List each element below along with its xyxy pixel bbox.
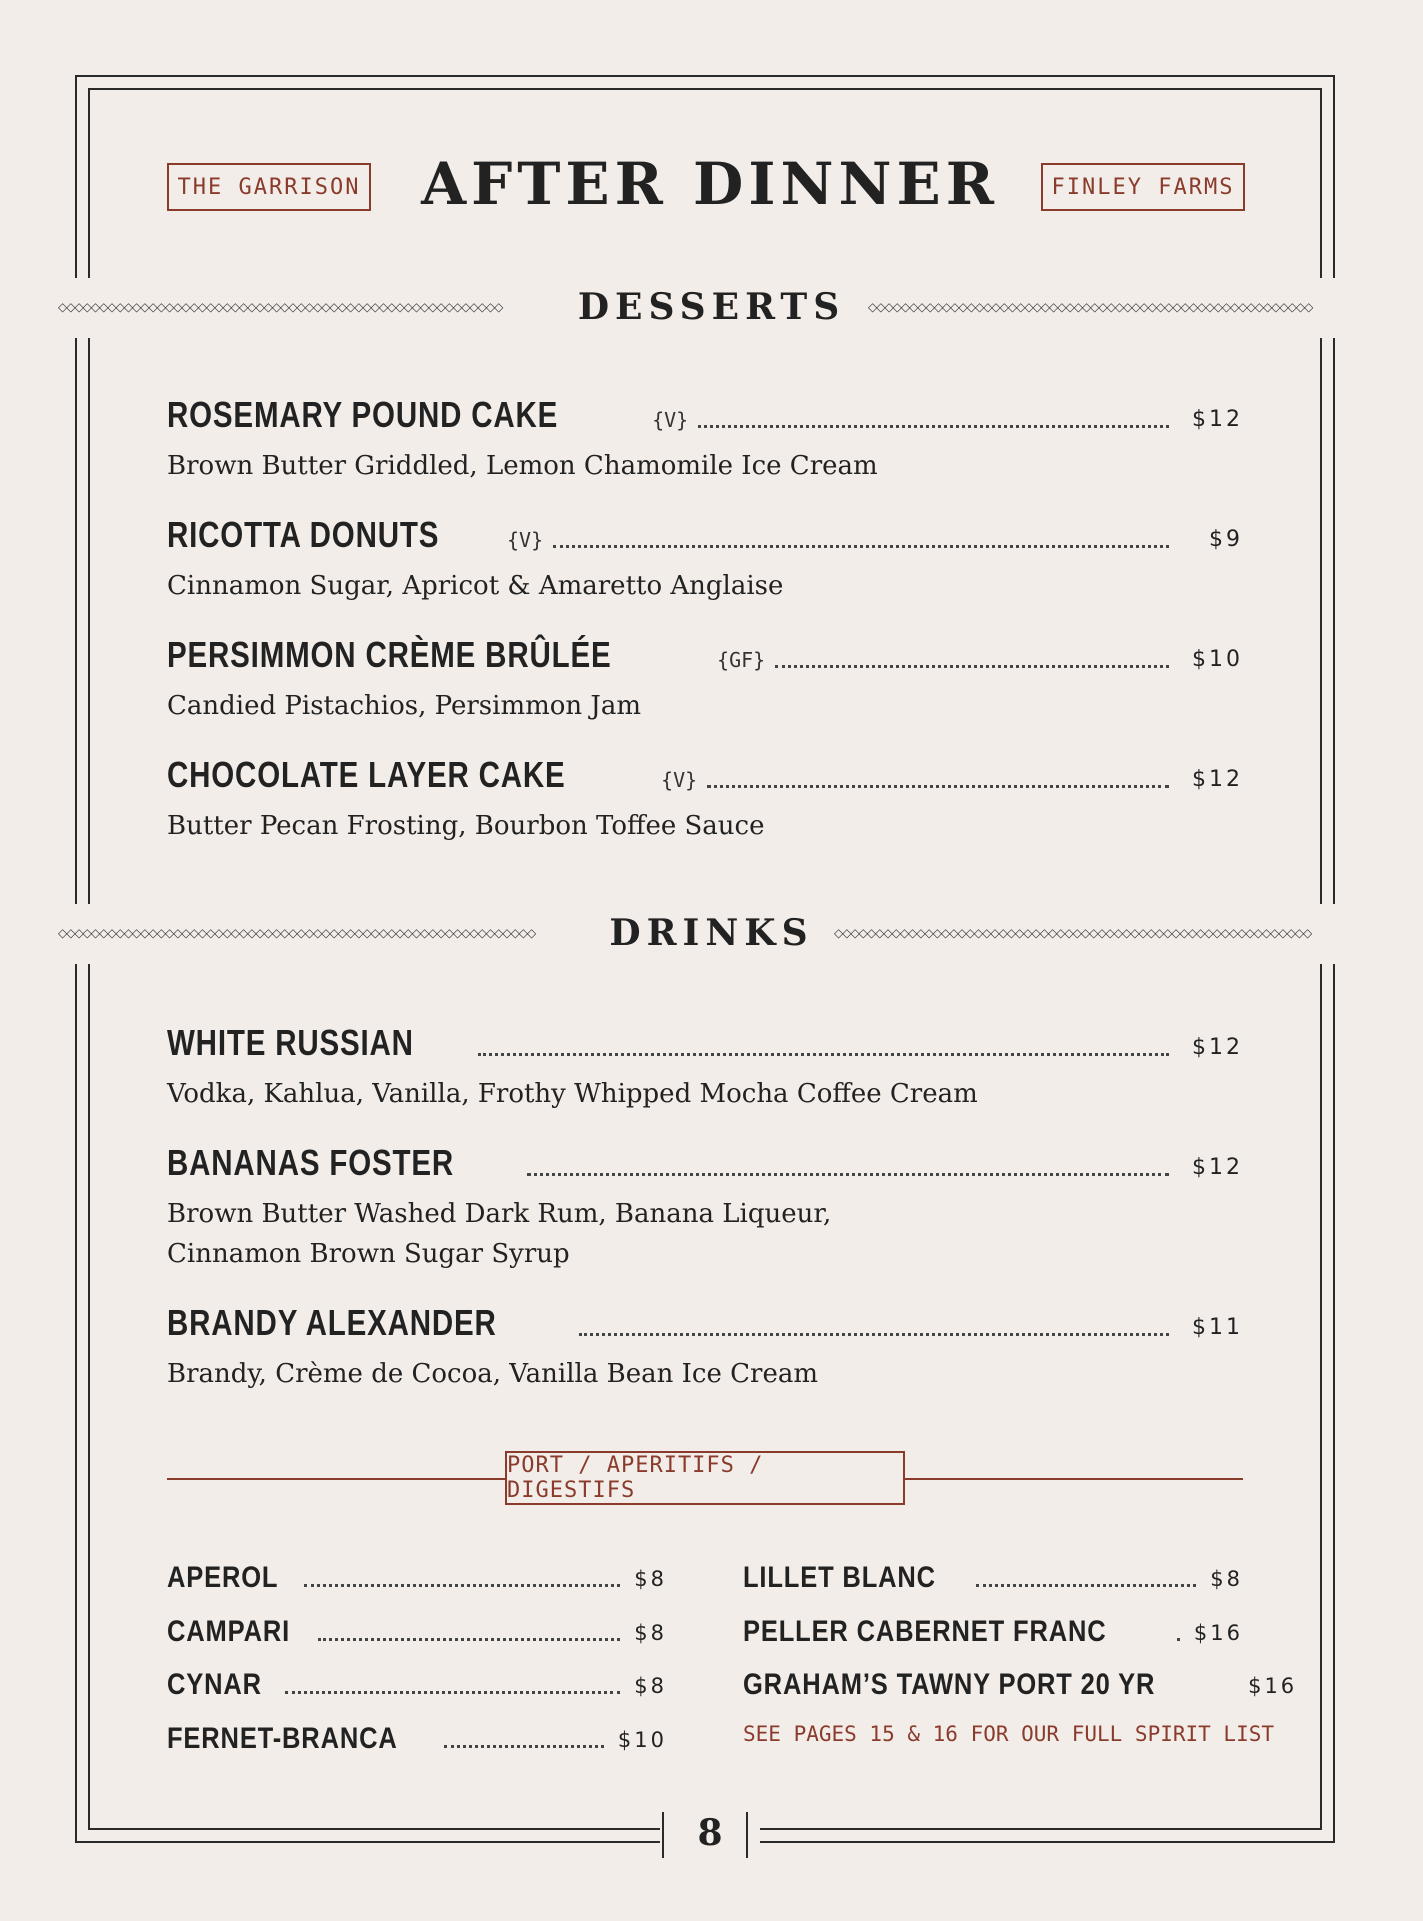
item-name: RICOTTA DONUTS <box>167 514 440 555</box>
spirit-price: $8 <box>634 1674 667 1698</box>
item-description: Brown Butter Griddled, Lemon Chamomile Ice Cream <box>167 451 878 481</box>
item-price: $12 <box>1192 1155 1243 1180</box>
spirit-item <box>743 1555 1243 1595</box>
spirit-price: $10 <box>617 1728 667 1752</box>
item-description: Brandy, Crème de Cocoa, Vanilla Bean Ice Cream <box>167 1359 818 1389</box>
dot-leader <box>1177 1638 1180 1641</box>
spirit-item <box>167 1662 667 1702</box>
spirit-price: $8 <box>1210 1567 1243 1591</box>
dot-leader <box>527 1172 1169 1176</box>
spirit-item <box>743 1662 1298 1702</box>
item-description: Cinnamon Sugar, Apricot & Amaretto Anglaise <box>167 571 784 601</box>
dietary-tag: {V} <box>652 408 689 432</box>
item-name: ROSEMARY POUND CAKE <box>167 394 559 435</box>
item-description <box>167 1194 1243 1274</box>
port-heading: PORT / APERITIFS / DIGESTIFS <box>505 1451 905 1505</box>
dot-leader <box>318 1638 620 1641</box>
item-name: BRANDY ALEXANDER <box>167 1302 497 1343</box>
item-price: $10 <box>1192 647 1243 672</box>
dietary-tag: {V} <box>506 528 544 552</box>
dietary-tag: {GF} <box>717 648 766 672</box>
dot-leader <box>707 784 1169 788</box>
desserts-heading: DESSERTS <box>577 286 846 328</box>
spirit-name: APEROL <box>167 1561 279 1594</box>
item-description: Candied Pistachios, Persimmon Jam <box>167 691 641 721</box>
item-description-line: Cinnamon Brown Sugar Syrup <box>167 1239 570 1269</box>
page-number: 8 <box>697 1812 723 1854</box>
spirit-item <box>743 1609 1243 1649</box>
item-name: WHITE RUSSIAN <box>167 1022 414 1063</box>
spirit-name: PELLER CABERNET FRANC <box>743 1615 1107 1648</box>
dot-leader <box>775 664 1169 668</box>
spirit-price: $16 <box>1248 1674 1298 1698</box>
spirit-price: $8 <box>634 1567 667 1591</box>
menu-item <box>167 392 1243 486</box>
spirit-name: GRAHAM’S TAWNY PORT 20 YR <box>743 1668 1156 1701</box>
item-name: BANANAS FOSTER <box>167 1142 455 1183</box>
zigzag-ornament-right: ◇◇◇◇◇◇◇◇◇◇◇◇◇◇◇◇◇◇◇◇◇◇◇◇◇◇◇◇◇◇◇◇◇◇◇◇◇◇◇◇◇◇◇◇◇◇◇◇◇◇◇◇◇◇ <box>868 300 1313 314</box>
zigzag-ornament-right: ◇◇◇◇◇◇◇◇◇◇◇◇◇◇◇◇◇◇◇◇◇◇◇◇◇◇◇◇◇◇◇◇◇◇◇◇◇◇◇◇◇◇◇◇◇◇◇◇◇◇◇◇◇◇◇◇◇◇ <box>834 926 1312 940</box>
item-price: $12 <box>1192 767 1243 792</box>
item-price: $12 <box>1192 407 1243 432</box>
menu-item <box>167 632 1243 726</box>
item-name: CHOCOLATE LAYER CAKE <box>167 754 566 795</box>
menu-item <box>167 752 1243 846</box>
dot-leader <box>698 424 1169 428</box>
dot-leader <box>285 1691 621 1694</box>
item-description-line: Brown Butter Washed Dark Rum, Banana Liqueur, <box>167 1199 832 1229</box>
dot-leader <box>478 1052 1169 1056</box>
dietary-tag: {V} <box>661 768 698 792</box>
item-price: $12 <box>1192 1035 1243 1060</box>
spirit-list-note: SEE PAGES 15 & 16 FOR OUR FULL SPIRIT LIST <box>743 1722 1275 1746</box>
item-name: PERSIMMON CRÈME BRÛLÉE <box>167 634 612 675</box>
menu-item <box>167 1300 1243 1394</box>
spirit-item <box>167 1609 667 1649</box>
menu-item <box>167 512 1243 606</box>
restaurant-tag: THE GARRISON <box>167 163 371 211</box>
spirit-item <box>167 1716 667 1756</box>
menu-item <box>167 1020 1243 1114</box>
item-description: Butter Pecan Frosting, Bourbon Toffee Sauce <box>167 811 765 841</box>
item-price: $11 <box>1192 1315 1243 1340</box>
item-price: $9 <box>1209 527 1243 552</box>
item-description: Vodka, Kahlua, Vanilla, Frothy Whipped Mocha Coffee Cream <box>167 1079 978 1109</box>
page-title: AFTER DINNER <box>421 150 999 218</box>
spirit-name: CYNAR <box>167 1668 262 1701</box>
menu-item <box>167 1140 1243 1274</box>
spirit-price: $8 <box>634 1621 667 1645</box>
drinks-divider <box>50 904 1373 964</box>
spirit-item <box>167 1555 667 1595</box>
spirit-name: CAMPARI <box>167 1615 291 1648</box>
spirit-name: FERNET-BRANCA <box>167 1722 398 1755</box>
zigzag-ornament-left: ◇◇◇◇◇◇◇◇◇◇◇◇◇◇◇◇◇◇◇◇◇◇◇◇◇◇◇◇◇◇◇◇◇◇◇◇◇◇◇◇◇◇◇◇◇◇◇◇◇◇◇◇◇◇ <box>58 300 503 314</box>
dot-leader <box>976 1584 1196 1587</box>
spirit-price: $16 <box>1193 1621 1243 1645</box>
spirit-name: LILLET BLANC <box>743 1561 936 1594</box>
dot-leader <box>444 1745 604 1748</box>
dot-leader <box>579 1332 1169 1336</box>
desserts-divider <box>50 278 1373 338</box>
farm-tag: FINLEY FARMS <box>1041 163 1245 211</box>
drinks-heading: DRINKS <box>609 912 814 954</box>
dot-leader <box>553 544 1169 548</box>
zigzag-ornament-left: ◇◇◇◇◇◇◇◇◇◇◇◇◇◇◇◇◇◇◇◇◇◇◇◇◇◇◇◇◇◇◇◇◇◇◇◇◇◇◇◇◇◇◇◇◇◇◇◇◇◇◇◇◇◇◇◇◇◇ <box>58 926 536 940</box>
dot-leader <box>304 1584 620 1587</box>
